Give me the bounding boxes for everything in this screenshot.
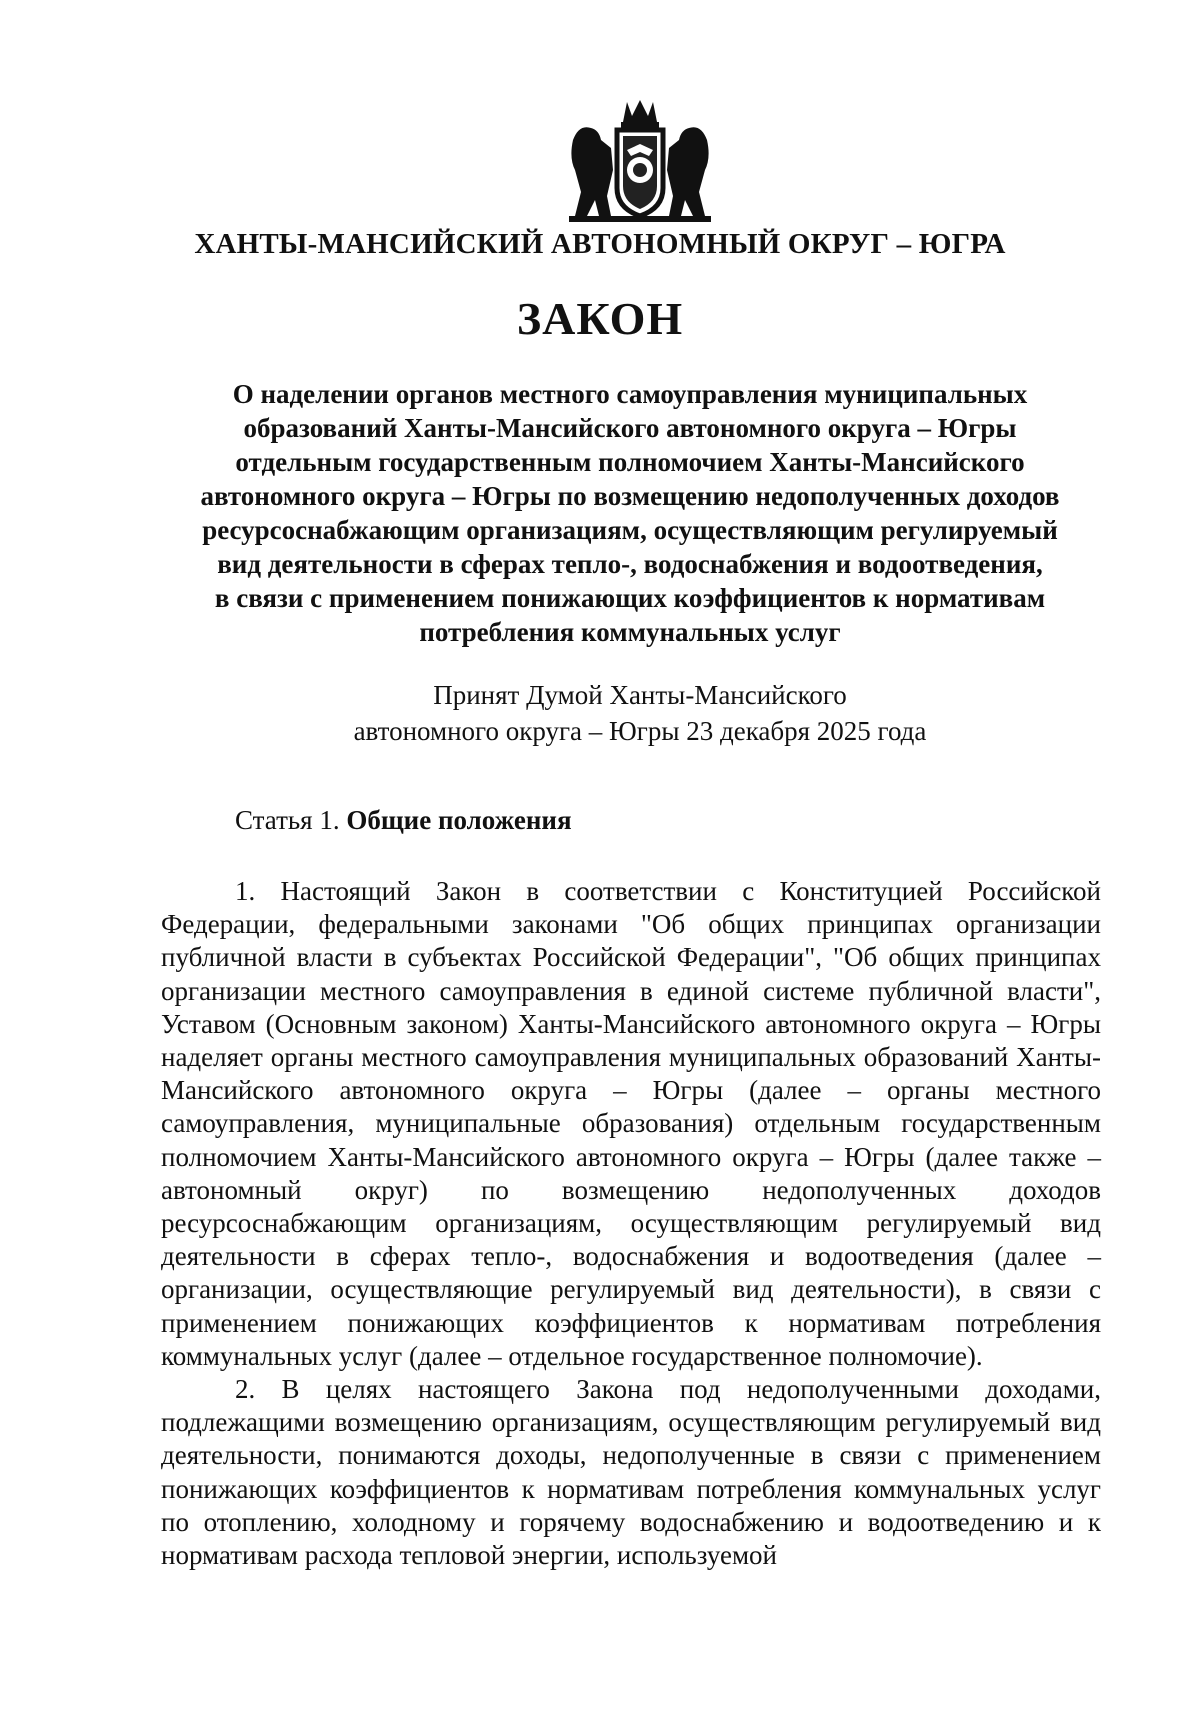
subject-line: ресурсоснабжающим организациям, осуществляющим регулируемый bbox=[202, 515, 1058, 545]
article-body bbox=[161, 875, 1101, 1572]
adoption-line: автономного округа – Югры 23 декабря 2025 года bbox=[353, 716, 927, 746]
adoption-note bbox=[300, 677, 980, 749]
subject-line: потребления коммунальных услуг bbox=[419, 617, 841, 647]
article-title: Общие положения bbox=[346, 805, 572, 835]
document-type: ЗАКОН bbox=[516, 293, 684, 344]
subject-line: образований Ханты-Мансийского автономного округа – Югры bbox=[243, 413, 1017, 443]
article-number: Статья 1. bbox=[235, 805, 340, 835]
coat-of-arms-icon bbox=[565, 100, 715, 225]
subject-line: О наделении органов местного самоуправления муниципальных bbox=[232, 379, 1028, 409]
region-title: ХАНТЫ-МАНСИЙСКИЙ АВТОНОМНЫЙ ОКРУГ – ЮГРА bbox=[194, 228, 1006, 260]
subject-line: в связи с применением понижающих коэффициентов к нормативам bbox=[214, 583, 1046, 613]
adoption-line: Принят Думой Ханты-Мансийского bbox=[433, 680, 847, 710]
subject-line: вид деятельности в сферах тепло-, водоснабжения и водоотведения, bbox=[217, 549, 1043, 579]
article-heading bbox=[235, 805, 572, 836]
paragraph: 2. В целях настоящего Закона под недополученными доходами, подлежащими возмещению организациям, осуществляющим регулируемый вид деятельности, понимаются доходы, недополученные в связи с применением понижающих коэффициентов к нормативам потребления коммунальных услуг по отоплению, холодному и горячему водоснабжению и водоотведению и к нормативам расхода тепловой энергии, используемой bbox=[161, 1374, 1101, 1571]
law-subject bbox=[160, 377, 1100, 649]
paragraph: 1. Настоящий Закон в соответствии с Конституцией Российской Федерации, федеральными законами "Об общих принципах организации публичной власти в субъектах Российской Федерации", "Об общих принципах организации местного самоуправления в единой системе публичной власти", Уставом (Основным законом) Ханты-Мансийского автономного округа – Югры наделяет органы местного самоуправления муниципальных образований Ханты-Мансийского автономного округа – Югры (далее – органы местного самоуправления, муниципальные образования) отдельным государственным полномочием Ханты-Мансийского автономного округа – Югры (далее также – автономный округ) по возмещению недополученных доходов ресурсоснабжающим организациям, осуществляющим регулируемый вид деятельности в сферах тепло-, водоснабжения и водоотведения (далее – организации, осуществляющие регулируемый вид деятельности), в связи с применением понижающих коэффициентов к нормативам потребления коммунальных услуг (далее – отдельное государственное полномочие). bbox=[161, 876, 1101, 1371]
subject-line: отдельным государственным полномочием Ханты-Мансийского bbox=[235, 447, 1025, 477]
subject-line: автономного округа – Югры по возмещению недополученных доходов bbox=[200, 481, 1060, 511]
